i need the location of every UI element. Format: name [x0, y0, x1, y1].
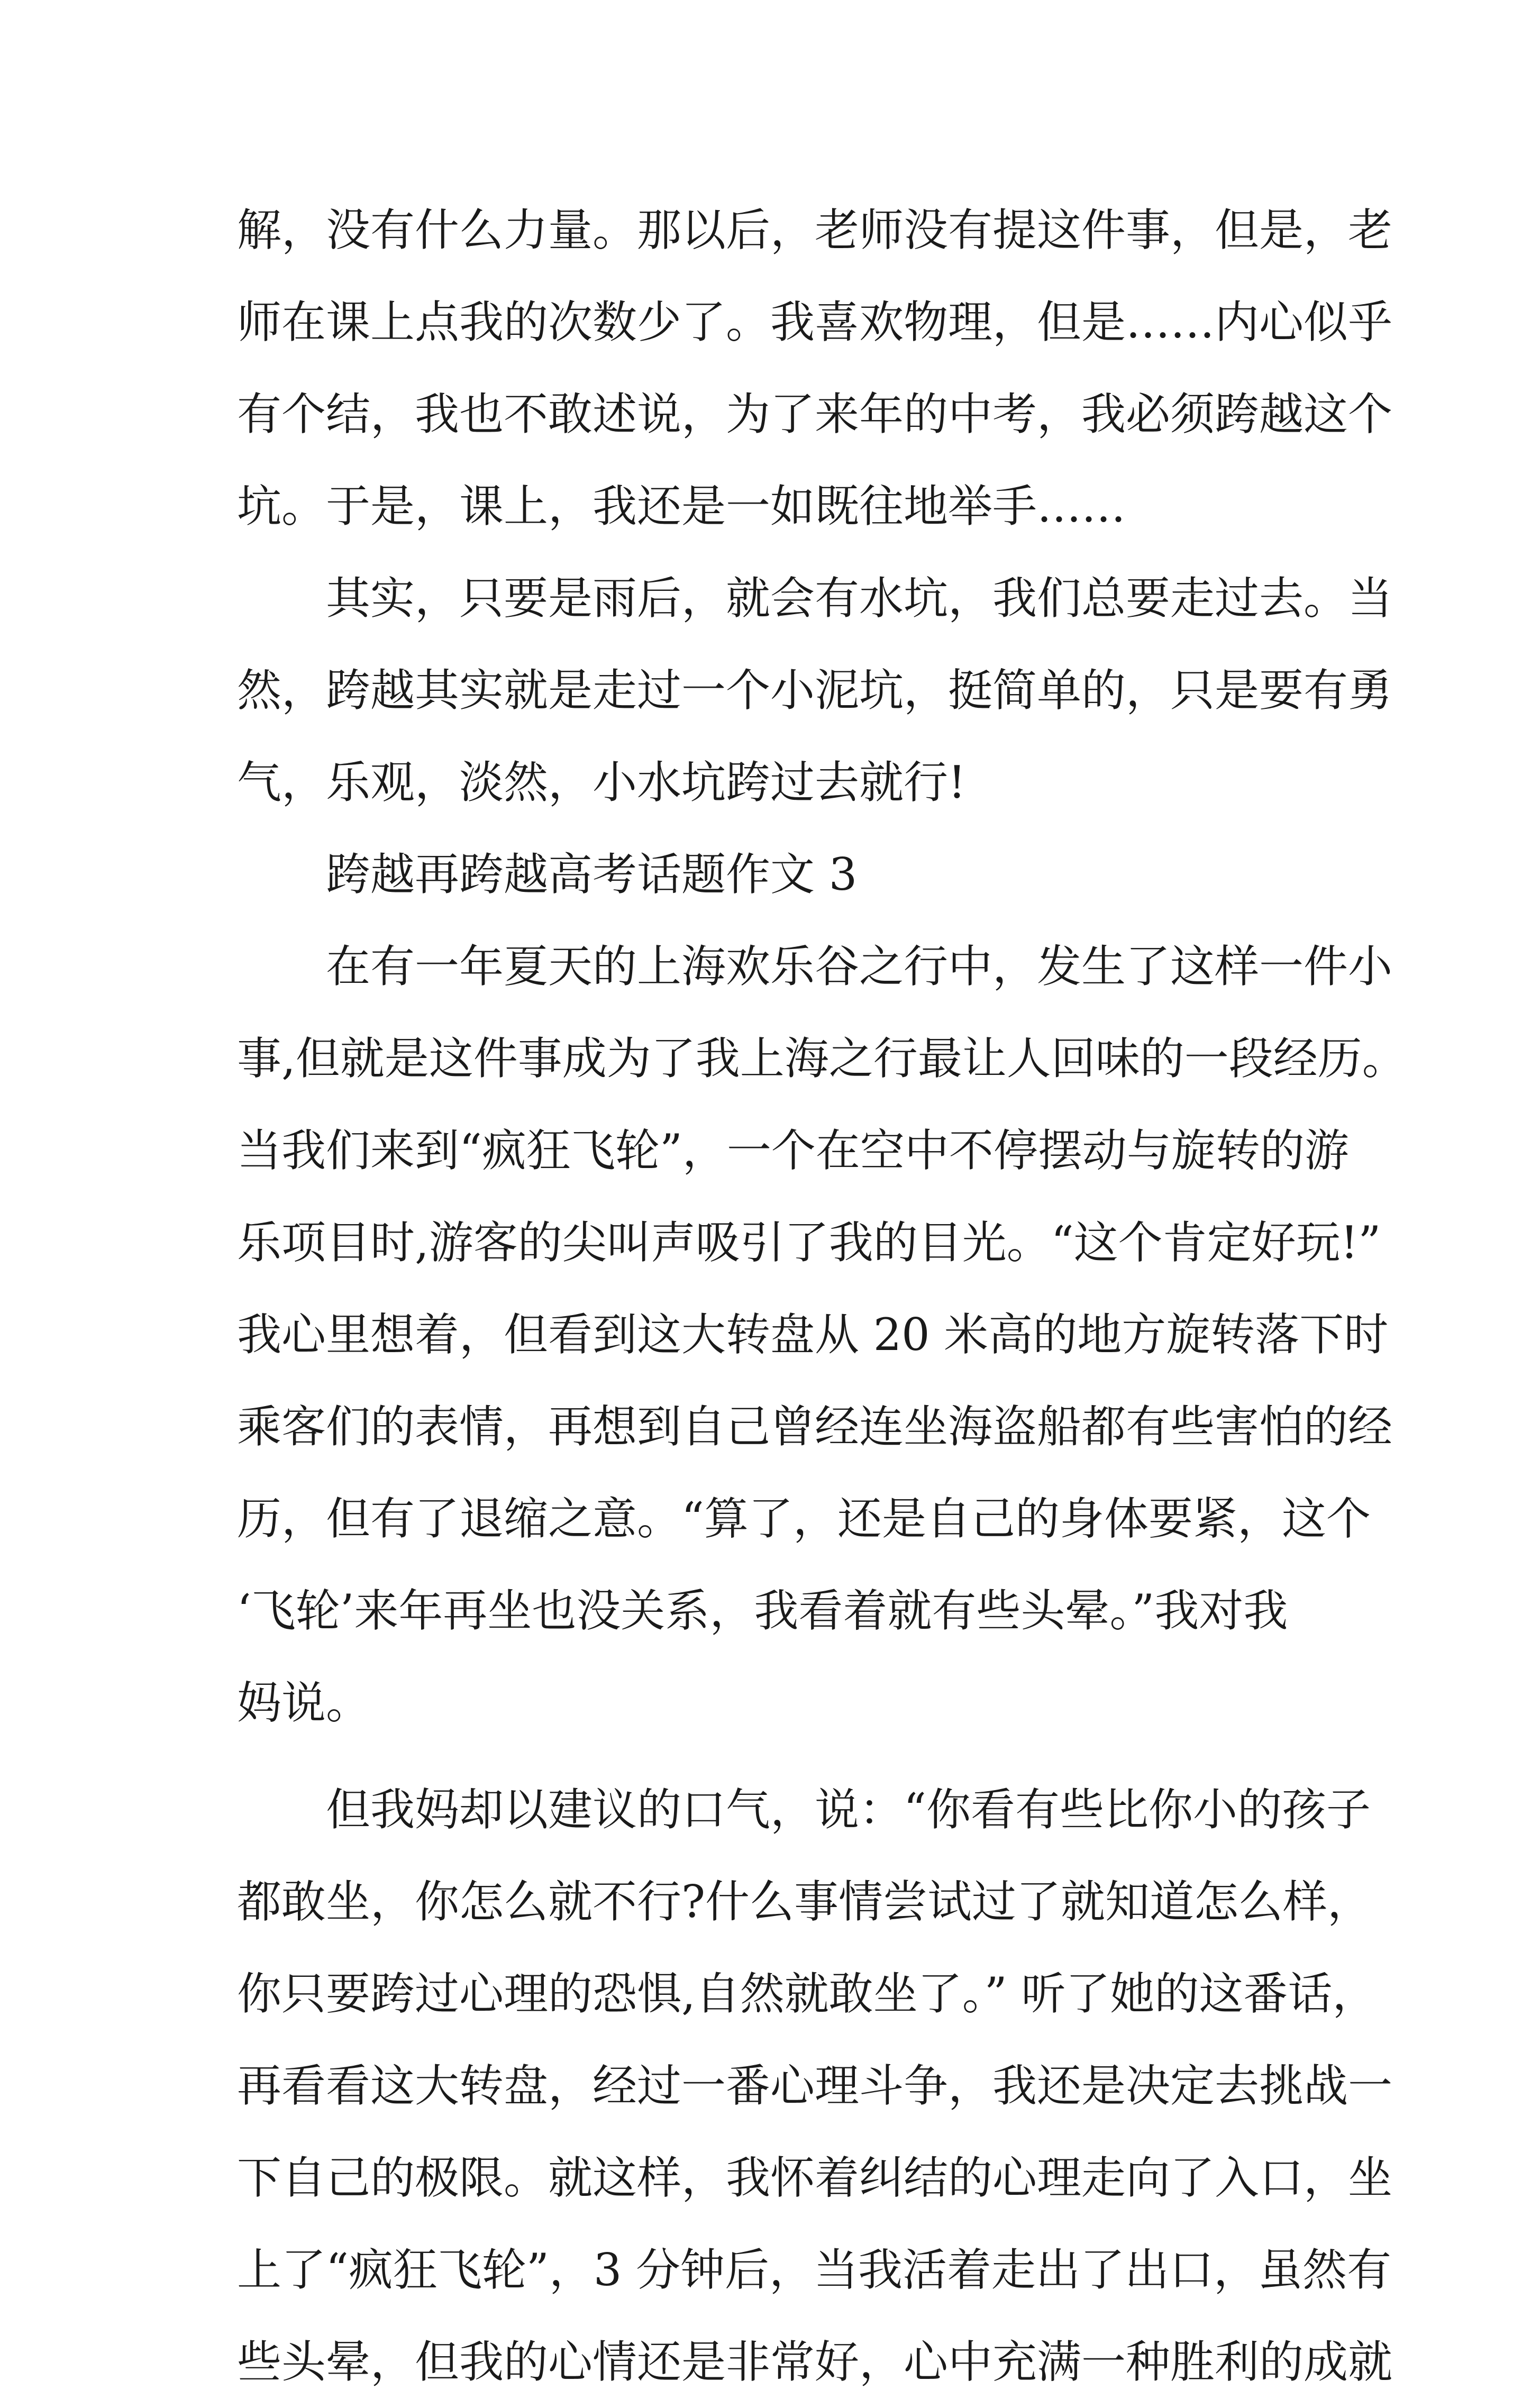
text-line: 历，但有了退缩之意。“算了，还是自己的身体要紧，这个: [237, 1493, 1371, 1545]
text-line: 你只要跨过心理的恐惧,自然就敢坐了。” 听了她的这番话，: [237, 1968, 1377, 2020]
text-line: 些头晕，但我的心情还是非常好，心中充满一种胜利的成就: [237, 2336, 1393, 2388]
paragraph-gap: [237, 1749, 1295, 1764]
text-line: 上了“疯狂飞轮”，3 分钟后，当我活着走出了出口，虽然有: [237, 2244, 1392, 2296]
text-line: 解，没有什么力量。那以后，老师没有提这件事，但是，老: [237, 204, 1393, 256]
text-line: 妈说。: [237, 1677, 371, 1729]
text-line: 坑。于是，课上，我还是一如既往地举手……: [237, 480, 1126, 532]
text-line: 然，跨越其实就是走过一个小泥坑，挺简单的，只是要有勇: [237, 664, 1393, 716]
text-line: 其实，只要是雨后，就会有水坑，我们总要走过去。当: [237, 572, 1393, 624]
text-line: 有个结，我也不敢述说，为了来年的中考，我必须跨越这个: [237, 388, 1393, 440]
text-line: 乐项目时,游客的尖叫声吸引了我的目光。“这个肯定好玩!”: [237, 1217, 1381, 1269]
text-line: 事,但就是这件事成为了我上海之行最让人回味的一段经历。: [237, 1033, 1407, 1084]
text-line: 再看看这大转盘，经过一番心理斗争，我还是决定去挑战一: [237, 2060, 1393, 2112]
text-line: 气，乐观，淡然，小水坑跨过去就行!: [237, 756, 966, 808]
text-line: 在有一年夏天的上海欢乐谷之行中，发生了这样一件小: [237, 941, 1393, 992]
text-line: 但我妈却以建议的口气，说：“你看有些比你小的孩子: [237, 1784, 1371, 1836]
essay-body: [237, 184, 1407, 2408]
text-line: 师在课上点我的次数少了。我喜欢物理，但是……内心似乎: [237, 296, 1393, 348]
text-line: 都敢坐，你怎么就不行?什么事情尝试过了就知道怎么样，: [237, 1876, 1372, 1928]
text-line: 我心里想着，但看到这大转盘从 20 米高的地方旋转落下时: [237, 1309, 1389, 1361]
text-line: 乘客们的表情，再想到自己曾经连坐海盗船都有些害怕的经: [237, 1401, 1393, 1453]
text-line: ‘飞轮’来年再坐也没关系，我看着就有些头晕。”我对我: [237, 1585, 1288, 1637]
text-line: 当我们来到“疯狂飞轮”，一个在空中不停摆动与旋转的游: [237, 1125, 1349, 1176]
section-heading: 跨越再跨越高考话题作文 3: [237, 849, 858, 900]
text-line: 下自己的极限。就这样，我怀着纠结的心理走向了入口，坐: [237, 2152, 1393, 2204]
